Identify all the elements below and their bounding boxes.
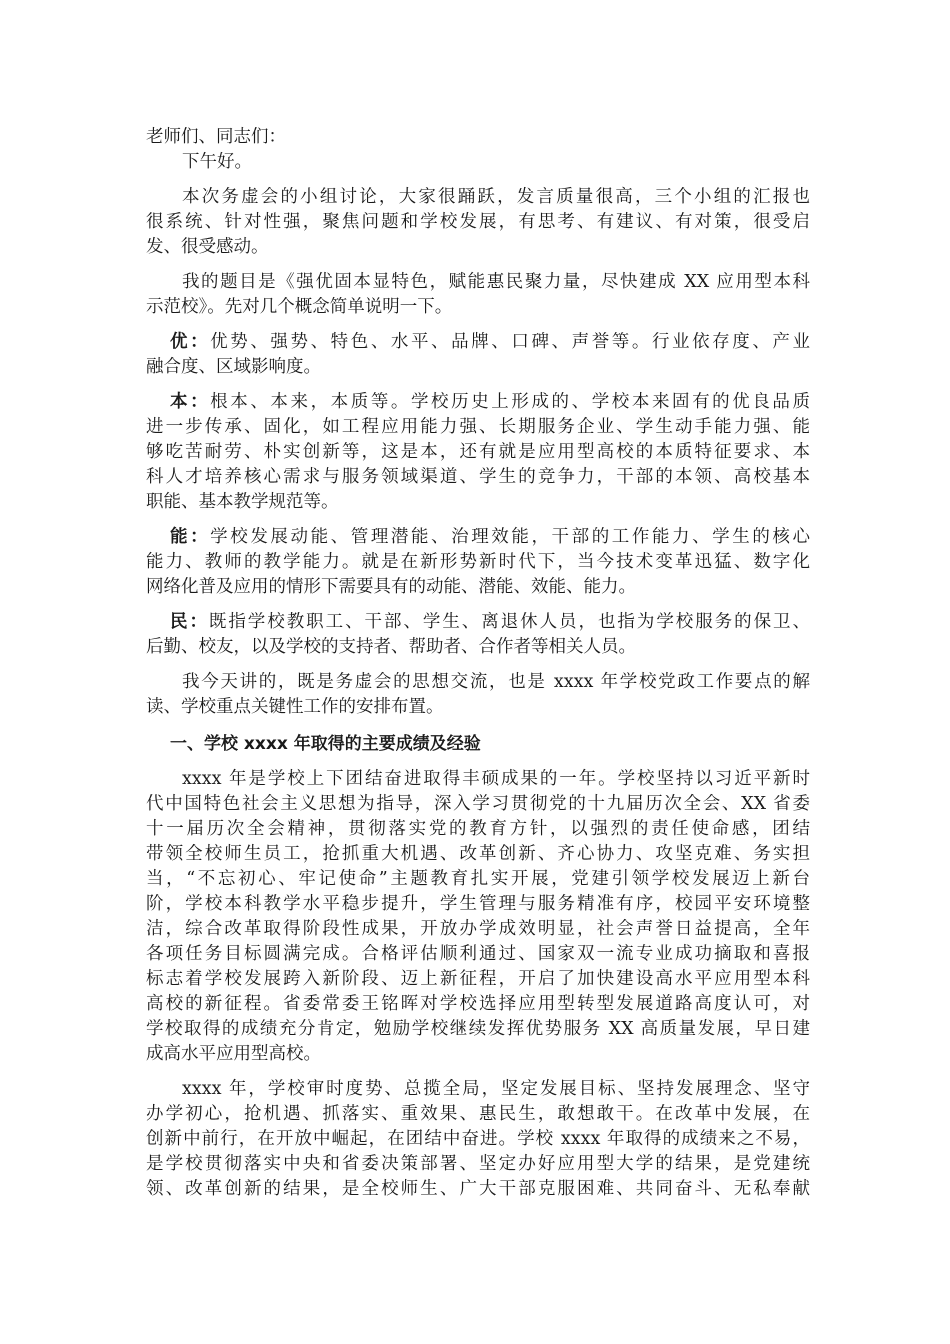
- section1-p1-line: 学校取得的成绩充分肯定，勉励学校继续发挥优势服务 XX 高质量发展，早日建: [146, 1019, 810, 1039]
- section1-p1-line: 洁，综合改革取得阶段性成果，开放办学成效明显，社会声誉日益提高，全年: [146, 919, 810, 939]
- concept-you-line: 融合度、区域影响度。: [146, 357, 321, 377]
- concept-neng-line: 能：学校发展动能、管理潜能、治理效能，干部的工作能力、学生的核心: [170, 527, 811, 547]
- concept-neng-line: 网络化普及应用的情形下需要具有的动能、潜能、效能、能力。: [146, 577, 636, 597]
- section1-p2-line: 是学校贯彻落实中央和省委决策部署、坚定办好应用型大学的结果，是党建统: [146, 1154, 810, 1174]
- intro-line: 发、很受感动。: [146, 237, 269, 257]
- topic-line: 示范校》。先对几个概念简单说明一下。: [146, 297, 453, 317]
- section1-p1-line: 代中国特色社会主义思想为指导，深入学习贯彻党的十九届历次全会、XX 省委: [146, 794, 810, 814]
- section1-p1-line: 成高水平应用型高校。: [146, 1044, 321, 1064]
- section1-p1-line: 高校的新征程。省委常委王铭晖对学校选择应用型转型发展道路高度认可，对: [146, 994, 810, 1014]
- section1-p1-line: 标志着学校发展跨入新阶段、迈上新征程，开启了加快建设高水平应用型本科: [146, 969, 810, 989]
- intro-line: 很系统、针对性强，聚焦问题和学校发展，有思考、有建议、有对策，很受启: [146, 212, 810, 232]
- today-line: 读、学校重点关键性工作的安排布置。: [146, 697, 444, 717]
- today-line: 我今天讲的，既是务虚会的思想交流，也是 xxxx 年学校党政工作要点的解: [182, 672, 810, 692]
- concept-ben-line: 科人才培养核心需求与服务领域渠道、学生的竞争力，干部的本领、高校基本: [146, 467, 810, 487]
- section1-p1-line: 当，“不忘初心、牢记使命”主题教育扎实开展，党建引领学校发展迈上新台: [146, 869, 810, 889]
- section1-p2-line: 领、改革创新的结果，是全校师生、广大干部克服困难、共同奋斗、无私奉献: [146, 1179, 810, 1199]
- concept-you-line: 优：优势、强势、特色、水平、品牌、口碑、声誉等。行业依存度、产业: [170, 332, 811, 352]
- today-paragraph: [146, 670, 810, 720]
- topic-paragraph: [146, 270, 810, 320]
- topic-line: 我的题目是《强优固本显特色，赋能惠民聚力量，尽快建成 XX 应用型本科: [182, 272, 810, 292]
- section1-p2-line: 办学初心，抢机遇、抓落实、重效果、惠民生，敢想敢干。在改革中发展，在: [146, 1104, 810, 1124]
- section1-p1-line: xxxx 年是学校上下团结奋进取得丰硕成果的一年。学校坚持以习近平新时: [182, 769, 810, 789]
- section1-heading: 一、学校 xxxx 年取得的主要成绩及经验: [170, 734, 481, 754]
- concept-ben-line: 进一步传承、固化，如工程应用能力强、长期服务企业、学生动手能力强、能: [146, 417, 810, 437]
- section1-paragraph-1: [146, 767, 810, 1067]
- intro-paragraph: [146, 185, 810, 260]
- concept-min-term: 民：: [170, 612, 209, 632]
- concept-neng: [146, 525, 810, 600]
- concept-you-term: 优：: [170, 332, 211, 352]
- section1-p1-line: 各项任务目标圆满完成。合格评估顺利通过、国家双一流专业成功摘取和喜报: [146, 944, 810, 964]
- section1-p2-line: 创新中前行，在开放中崛起，在团结中奋进。学校 xxxx 年取得的成绩来之不易，: [146, 1129, 810, 1149]
- section1-p2-line: xxxx 年，学校审时度势、总揽全局，坚定发展目标、坚持发展理念、坚守: [182, 1079, 810, 1099]
- concept-neng-term: 能：: [170, 527, 211, 547]
- concept-ben-line: 职能、基本教学规范等。: [146, 492, 339, 512]
- concept-neng-line: 能力、教师的教学能力。就是在新形势新时代下，当今技术变革迅猛、数字化: [146, 552, 810, 572]
- concept-ben: [146, 390, 810, 515]
- section1-p1-line: 带领全校师生员工，抢抓重大机遇、改革创新、齐心协力、攻坚克难、务实担: [146, 844, 810, 864]
- concept-min: [146, 610, 810, 660]
- concept-ben-line: 够吃苦耐劳、朴实创新等，这是本，还有就是应用型高校的本质特征要求、本: [146, 442, 810, 462]
- salute: 下午好。: [182, 152, 252, 172]
- concept-you: [146, 330, 810, 380]
- concept-ben-term: 本：: [170, 392, 211, 412]
- intro-line: 本次务虚会的小组讨论，大家很踊跃，发言质量很高，三个小组的汇报也: [182, 187, 810, 207]
- concept-min-line: 民：既指学校教职工、干部、学生、离退休人员，也指为学校服务的保卫、: [170, 612, 810, 632]
- concept-ben-line: 本：根本、本来，本质等。学校历史上形成的、学校本来固有的优良品质: [170, 392, 811, 412]
- section1-p1-line: 阶，学校本科教学水平稳步提升，学生管理与服务精准有序，校园平安环境整: [146, 894, 810, 914]
- concept-min-line: 后勤、校友，以及学校的支持者、帮助者、合作者等相关人员。: [146, 637, 636, 657]
- section1-p1-line: 十一届历次全会精神，贯彻落实党的教育方针，以强烈的责任使命感，团结: [146, 819, 810, 839]
- section1-paragraph-2: [146, 1077, 810, 1202]
- greeting: 老师们、同志们：: [146, 127, 286, 147]
- document-body: [146, 125, 810, 1202]
